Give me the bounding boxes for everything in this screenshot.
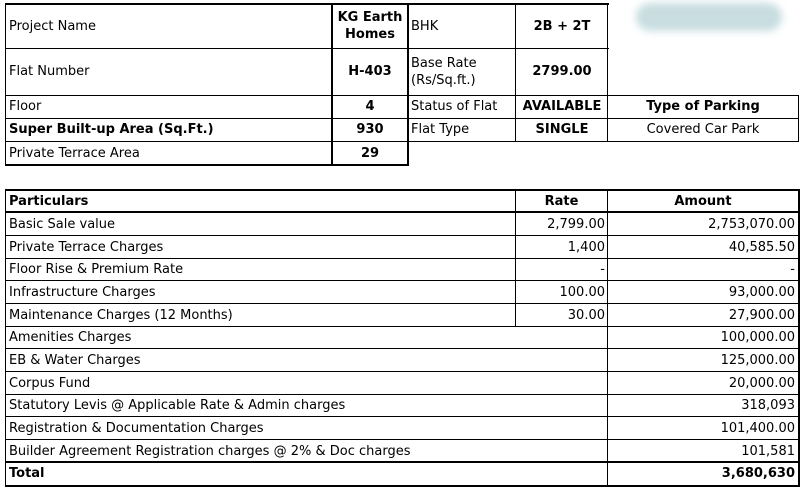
header-rate: Rate bbox=[544, 193, 579, 209]
row-amount: 101,581 bbox=[741, 443, 795, 459]
status-value: AVAILABLE bbox=[522, 99, 602, 114]
row-rate: - bbox=[600, 261, 605, 277]
row-rate: 2,799.00 bbox=[547, 216, 605, 232]
bhk-value: 2B + 2T bbox=[533, 18, 591, 34]
row-amount: 93,000.00 bbox=[728, 284, 795, 300]
total-value: 3,680,630 bbox=[721, 466, 795, 481]
row-rate: 100.00 bbox=[559, 284, 605, 300]
project-name-label: Project Name bbox=[9, 18, 96, 34]
row-rate: 30.00 bbox=[567, 307, 605, 323]
floor-label: Floor bbox=[9, 99, 42, 114]
parking-value: Covered Car Park bbox=[646, 122, 760, 137]
area-value: 930 bbox=[356, 122, 384, 137]
row-amount: 100,000.00 bbox=[720, 329, 795, 345]
row-amount: 40,585.50 bbox=[728, 239, 795, 255]
flat-type-label: Flat Type bbox=[411, 122, 470, 137]
row-particular: Builder Agreement Registration charges @ 2% & Doc charges bbox=[9, 443, 411, 459]
floor-value: 4 bbox=[365, 99, 375, 114]
redacted-blur bbox=[636, 3, 782, 31]
total-label: Total bbox=[9, 466, 45, 481]
row-particular: Floor Rise & Premium Rate bbox=[9, 261, 184, 277]
row-particular: Registration & Documentation Charges bbox=[9, 420, 264, 436]
row-particular: Maintenance Charges (12 Months) bbox=[9, 307, 233, 323]
row-amount: 27,900.00 bbox=[728, 307, 795, 323]
row-amount: 101,400.00 bbox=[720, 420, 795, 436]
row-rate: 1,400 bbox=[567, 239, 605, 255]
row-particular: Basic Sale value bbox=[9, 216, 116, 232]
row-particular: Corpus Fund bbox=[9, 375, 91, 391]
parking-label: Type of Parking bbox=[646, 99, 760, 114]
row-amount: 2,753,070.00 bbox=[708, 216, 795, 232]
bhk-label: BHK bbox=[411, 18, 439, 34]
base-rate-value: 2799.00 bbox=[532, 64, 592, 79]
row-particular: EB & Water Charges bbox=[9, 352, 141, 368]
terrace-label: Private Terrace Area bbox=[9, 145, 140, 161]
row-amount: 318,093 bbox=[741, 397, 795, 413]
terrace-value: 29 bbox=[360, 145, 380, 161]
header-amount: Amount bbox=[674, 193, 732, 209]
base-rate-label: Base Rate (Rs/Sq.ft.) bbox=[411, 55, 477, 88]
row-particular: Infrastructure Charges bbox=[9, 284, 156, 300]
row-particular: Private Terrace Charges bbox=[9, 239, 164, 255]
row-particular: Amenities Charges bbox=[9, 329, 132, 345]
flat-type-value: SINGLE bbox=[535, 122, 589, 137]
flat-number-label: Flat Number bbox=[9, 64, 90, 79]
row-amount: 125,000.00 bbox=[720, 352, 795, 368]
project-name-value: KG Earth Homes bbox=[337, 10, 403, 42]
status-label: Status of Flat bbox=[411, 99, 498, 114]
row-amount: - bbox=[790, 261, 795, 277]
header-particulars: Particulars bbox=[9, 193, 89, 209]
area-label: Super Built-up Area (Sq.Ft.) bbox=[9, 122, 214, 137]
row-particular: Statutory Levis @ Applicable Rate & Admin charges bbox=[9, 397, 346, 413]
flat-number-value: H-403 bbox=[348, 64, 392, 79]
row-amount: 20,000.00 bbox=[728, 375, 795, 391]
